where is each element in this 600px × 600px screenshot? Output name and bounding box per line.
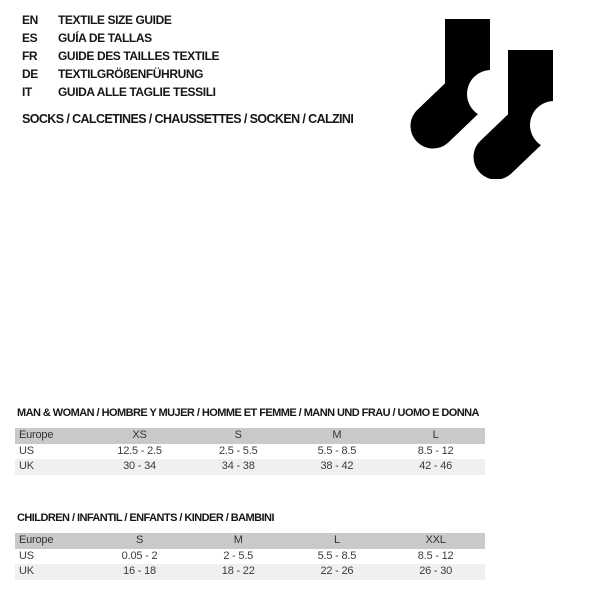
size-value: 22 - 26 xyxy=(320,565,354,577)
row-label: US xyxy=(19,444,34,457)
size-value: 30 - 34 xyxy=(123,460,156,472)
row-label: UK xyxy=(19,460,34,472)
language-code: EN xyxy=(22,13,38,27)
language-code: IT xyxy=(22,85,32,99)
column-header-size: M xyxy=(332,429,342,441)
language-code: FR xyxy=(22,49,38,63)
language-row-en xyxy=(22,11,219,29)
language-code: DE xyxy=(22,67,38,81)
language-list xyxy=(22,11,219,101)
size-value: 42 - 46 xyxy=(419,460,453,472)
language-title: GUIDA ALLE TAGLIE TESSILI xyxy=(58,85,216,99)
size-value: 34 - 38 xyxy=(221,460,255,472)
column-header-size: L xyxy=(333,534,340,546)
table-header-row xyxy=(15,428,485,444)
column-header-size: L xyxy=(432,429,439,441)
language-title: GUIDE DES TAILLES TEXTILE xyxy=(58,49,220,63)
size-value: 16 - 18 xyxy=(123,565,156,577)
adults-size-table xyxy=(15,428,485,475)
table-header-row xyxy=(15,533,485,549)
column-header-size: M xyxy=(233,534,243,546)
size-value: 18 - 22 xyxy=(221,565,255,577)
row-label: US xyxy=(19,549,34,562)
language-row-fr xyxy=(22,47,219,65)
table-row-us xyxy=(15,444,485,460)
size-value: 5.5 - 8.5 xyxy=(317,549,357,562)
column-header-size: S xyxy=(234,429,242,441)
column-header-size: XXL xyxy=(425,534,446,546)
children-table-title: CHILDREN / INFANTIL / ENFANTS / KINDER / BAMBINI xyxy=(17,512,274,524)
adults-size-table-section xyxy=(15,407,485,475)
language-row-it xyxy=(22,83,219,101)
socks-icon xyxy=(409,17,569,179)
language-row-de xyxy=(22,65,219,83)
table-row-us xyxy=(15,549,485,565)
language-title: GUÍA DE TALLAS xyxy=(58,31,152,45)
children-size-table xyxy=(15,533,485,580)
children-size-table-section xyxy=(15,512,485,580)
size-value: 0.05 - 2 xyxy=(121,549,158,562)
category-heading: SOCKS / CALCETINES / CHAUSSETTES / SOCKEN / CALZINI xyxy=(22,112,354,126)
size-value: 2.5 - 5.5 xyxy=(218,444,258,457)
language-row-es xyxy=(22,29,219,47)
column-header-size: S xyxy=(135,534,144,546)
size-value: 8.5 - 12 xyxy=(417,444,454,457)
sock-left xyxy=(433,19,515,126)
column-header-region: Europe xyxy=(19,429,54,441)
size-value: 5.5 - 8.5 xyxy=(317,444,357,457)
column-header-region: Europe xyxy=(19,534,54,546)
column-header-size: XS xyxy=(132,429,147,441)
size-value: 2 - 5.5 xyxy=(223,549,254,562)
size-value: 12.5 - 2.5 xyxy=(117,444,162,457)
language-title: TEXTILGRÖßENFÜHRUNG xyxy=(58,67,204,81)
row-label: UK xyxy=(19,565,34,577)
language-title: TEXTILE SIZE GUIDE xyxy=(58,13,172,27)
size-value: 8.5 - 12 xyxy=(417,549,454,562)
size-value: 26 - 30 xyxy=(419,565,453,577)
table-row-uk xyxy=(15,564,485,580)
language-code: ES xyxy=(22,31,38,45)
adults-table-title: MAN & WOMAN / HOMBRE Y MUJER / HOMME ET FEMME / MANN UND FRAU / UOMO E DONNA xyxy=(17,407,479,419)
table-row-uk xyxy=(15,459,485,475)
size-value: 38 - 42 xyxy=(320,460,354,472)
